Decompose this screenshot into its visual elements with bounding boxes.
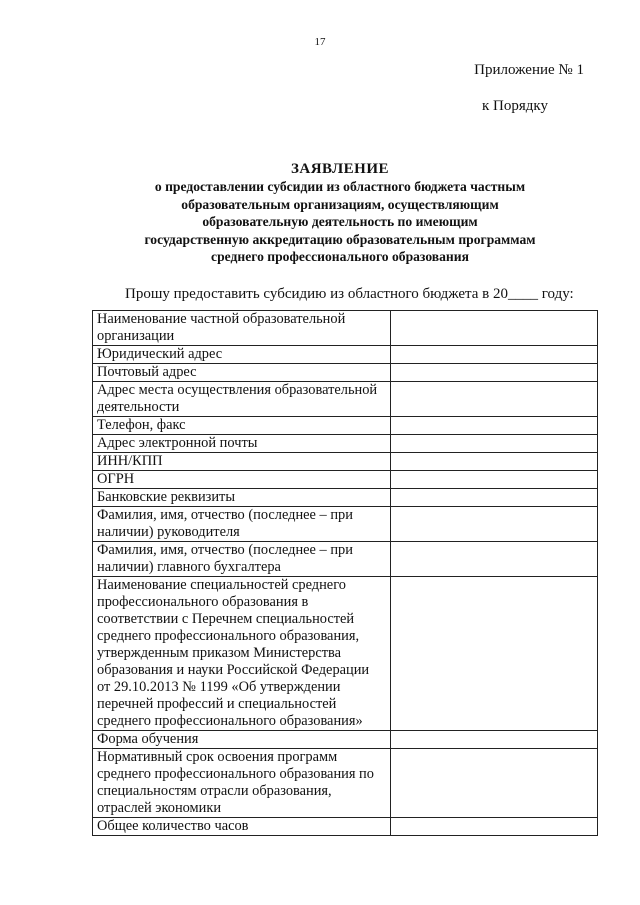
row-value-cell[interactable] bbox=[390, 577, 597, 731]
row-value-cell[interactable] bbox=[390, 749, 597, 818]
row-value-cell[interactable] bbox=[390, 417, 597, 435]
table-row bbox=[93, 382, 598, 417]
row-value-cell[interactable] bbox=[390, 311, 597, 346]
row-value-cell[interactable] bbox=[390, 453, 597, 471]
subtitle-line: среднего профессионального образования bbox=[211, 249, 469, 264]
row-value-cell[interactable] bbox=[390, 542, 597, 577]
table-row bbox=[93, 749, 598, 818]
row-label: Адрес места осуществления образовательной деятельности bbox=[93, 382, 391, 417]
row-value-cell[interactable] bbox=[390, 731, 597, 749]
table-row bbox=[93, 311, 598, 346]
row-value-cell[interactable] bbox=[390, 489, 597, 507]
row-label: Фамилия, имя, отчество (последнее – при наличии) главного бухгалтера bbox=[93, 542, 391, 577]
application-form-table bbox=[92, 310, 598, 836]
subtitle-line: государственную аккредитацию образовательным программам bbox=[144, 231, 536, 247]
table-row bbox=[93, 507, 598, 542]
row-value-cell[interactable] bbox=[390, 435, 597, 453]
table-row bbox=[93, 417, 598, 435]
row-label: Телефон, факс bbox=[93, 417, 391, 435]
table-row bbox=[93, 577, 598, 731]
row-label: Форма обучения bbox=[93, 731, 391, 749]
subtitle-line: образовательную деятельность по имеющим bbox=[202, 214, 478, 229]
document-title: ЗАЯВЛЕНИЕ bbox=[290, 161, 390, 177]
table-row bbox=[93, 346, 598, 364]
page-number: 17 bbox=[314, 36, 326, 48]
table-row bbox=[93, 818, 598, 836]
row-label: Общее количество часов bbox=[93, 818, 391, 836]
row-value-cell[interactable] bbox=[390, 346, 597, 364]
title-block bbox=[90, 160, 590, 266]
row-value-cell[interactable] bbox=[390, 364, 597, 382]
row-value-cell[interactable] bbox=[390, 818, 597, 836]
table-row bbox=[93, 471, 598, 489]
row-label: Наименование частной образовательной организации bbox=[93, 311, 391, 346]
to-order-label: к Порядку bbox=[482, 98, 548, 114]
table-row bbox=[93, 731, 598, 749]
row-label: Наименование специальностей среднего профессионального образования в соответствии с Перечнем специальностей среднего профессионального образования, утвержденным приказом Министерства образования и науки Российской Федерации от 29.10.2013 № 1199 «Об утверждении перечней профессий и специальностей среднего профессионального образования» bbox=[93, 577, 391, 731]
table-row bbox=[93, 453, 598, 471]
request-text: Прошу предоставить субсидию из областного бюджета в 20____ году: bbox=[125, 286, 574, 302]
row-label: ИНН/КПП bbox=[93, 453, 391, 471]
row-label: Почтовый адрес bbox=[93, 364, 391, 382]
row-label: Банковские реквизиты bbox=[93, 489, 391, 507]
subtitle-line: о предоставлении субсидии из областного бюджета частным bbox=[154, 179, 526, 194]
subtitle-line: образовательным организациям, осуществляющим bbox=[181, 196, 499, 212]
row-value-cell[interactable] bbox=[390, 471, 597, 489]
row-label: ОГРН bbox=[93, 471, 391, 489]
table-row bbox=[93, 542, 598, 577]
row-label: Нормативный срок освоения программ среднего профессионального образования по специальностям отрасли образования, отраслей экономики bbox=[93, 749, 391, 818]
row-label: Юридический адрес bbox=[93, 346, 391, 364]
row-value-cell[interactable] bbox=[390, 507, 597, 542]
row-label: Адрес электронной почты bbox=[93, 435, 391, 453]
table-row bbox=[93, 489, 598, 507]
table-row bbox=[93, 435, 598, 453]
table-row bbox=[93, 364, 598, 382]
row-label: Фамилия, имя, отчество (последнее – при наличии) руководителя bbox=[93, 507, 391, 542]
row-value-cell[interactable] bbox=[390, 382, 597, 417]
appendix-label: Приложение № 1 bbox=[474, 62, 584, 78]
